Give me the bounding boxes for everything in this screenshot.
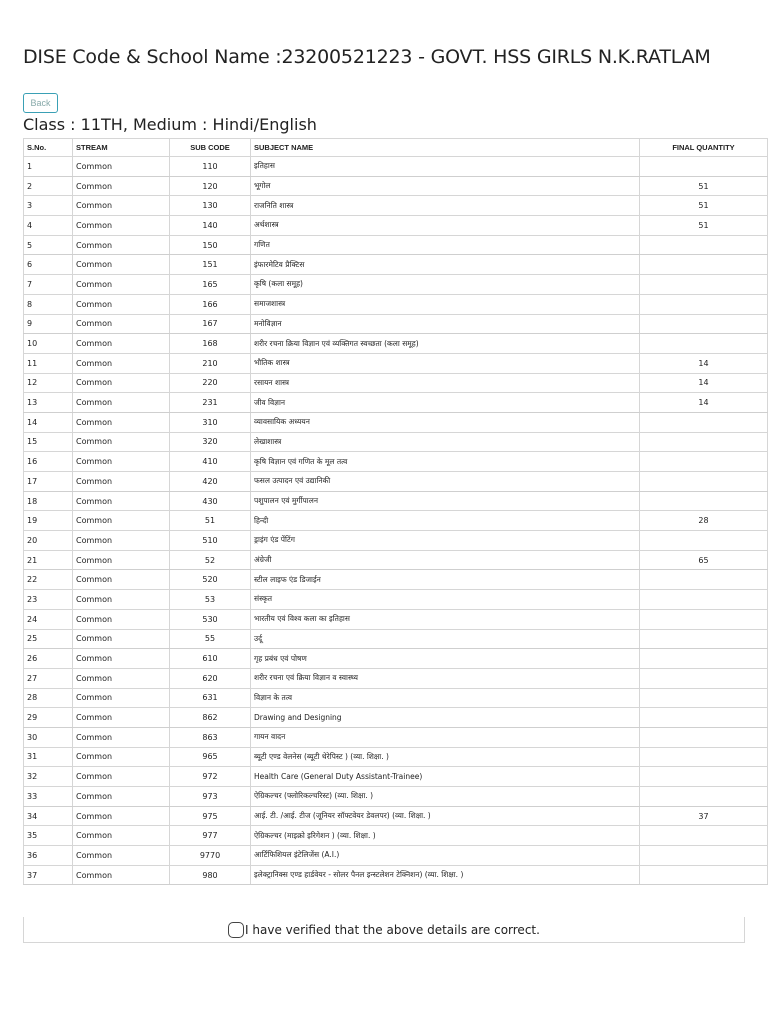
- cell-sno: 31: [24, 747, 73, 767]
- cell-sno: 2: [24, 176, 73, 196]
- cell-sub-code: 166: [170, 294, 251, 314]
- cell-final-quantity: [640, 609, 768, 629]
- table-row: [24, 373, 768, 393]
- table-row: [24, 412, 768, 432]
- cell-sub-code: 150: [170, 235, 251, 255]
- cell-sno: 26: [24, 649, 73, 669]
- cell-subject-name: भूगोल: [251, 176, 640, 196]
- cell-stream: Common: [73, 196, 170, 216]
- cell-stream: Common: [73, 216, 170, 236]
- cell-final-quantity: [640, 688, 768, 708]
- cell-stream: Common: [73, 590, 170, 610]
- cell-sno: 23: [24, 590, 73, 610]
- cell-sub-code: 9770: [170, 846, 251, 866]
- cell-subject-name: अर्थशास्त्र: [251, 216, 640, 236]
- table-row: [24, 255, 768, 275]
- cell-sno: 5: [24, 235, 73, 255]
- cell-sub-code: 51: [170, 511, 251, 531]
- cell-sno: 28: [24, 688, 73, 708]
- cell-final-quantity: [640, 708, 768, 728]
- cell-sub-code: 610: [170, 649, 251, 669]
- cell-sub-code: 165: [170, 275, 251, 295]
- cell-subject-name: विज्ञान के तत्व: [251, 688, 640, 708]
- cell-sno: 17: [24, 472, 73, 492]
- column-header-sno: S.No.: [24, 139, 73, 157]
- cell-sno: 13: [24, 393, 73, 413]
- cell-final-quantity: [640, 649, 768, 669]
- cell-final-quantity: [640, 334, 768, 354]
- cell-subject-name: इतिहास: [251, 157, 640, 177]
- cell-sno: 29: [24, 708, 73, 728]
- cell-stream: Common: [73, 609, 170, 629]
- cell-subject-name: ऐग्रिकल्चर (माइक्रो इरिगेशन ) (व्या. शिक्षा. ): [251, 826, 640, 846]
- cell-sno: 18: [24, 491, 73, 511]
- cell-stream: Common: [73, 412, 170, 432]
- cell-stream: Common: [73, 629, 170, 649]
- cell-subject-name: समाजशास्त्र: [251, 294, 640, 314]
- cell-sno: 19: [24, 511, 73, 531]
- cell-sno: 33: [24, 787, 73, 807]
- table-row: [24, 826, 768, 846]
- cell-final-quantity: [640, 472, 768, 492]
- table-row: [24, 176, 768, 196]
- column-header-sub-code: SUB CODE: [170, 139, 251, 157]
- cell-sno: 14: [24, 412, 73, 432]
- cell-stream: Common: [73, 275, 170, 295]
- cell-subject-name: मनोविज्ञान: [251, 314, 640, 334]
- column-header-final-quantity: FINAL QUANTITY: [640, 139, 768, 157]
- table-row: [24, 216, 768, 236]
- cell-sub-code: 520: [170, 570, 251, 590]
- cell-final-quantity: [640, 590, 768, 610]
- cell-sub-code: 220: [170, 373, 251, 393]
- cell-subject-name: अंग्रेजी: [251, 550, 640, 570]
- cell-sub-code: 310: [170, 412, 251, 432]
- cell-subject-name: स्टील लाइफ एंड डिजाईन: [251, 570, 640, 590]
- cell-sub-code: 53: [170, 590, 251, 610]
- cell-final-quantity: [640, 235, 768, 255]
- cell-sub-code: 975: [170, 806, 251, 826]
- cell-sno: 1: [24, 157, 73, 177]
- cell-sub-code: 863: [170, 727, 251, 747]
- cell-final-quantity: [640, 865, 768, 885]
- cell-subject-name: इंफारमेटिव प्रैक्टिस: [251, 255, 640, 275]
- cell-subject-name: शरीर रचना क्रिया विज्ञान एवं व्यक्तिगत स्वच्छता (कला समूह): [251, 334, 640, 354]
- table-row: [24, 353, 768, 373]
- table-row: [24, 294, 768, 314]
- cell-final-quantity: 65: [640, 550, 768, 570]
- cell-sub-code: 410: [170, 452, 251, 472]
- cell-sub-code: 140: [170, 216, 251, 236]
- cell-subject-name: ऐग्रिकल्चर (फ्लोरिकल्चरिस्ट) (व्या. शिक्षा. ): [251, 787, 640, 807]
- cell-sno: 7: [24, 275, 73, 295]
- table-row: [24, 747, 768, 767]
- cell-sno: 20: [24, 531, 73, 551]
- table-row: [24, 787, 768, 807]
- cell-final-quantity: [640, 255, 768, 275]
- table-row: [24, 865, 768, 885]
- table-row: [24, 472, 768, 492]
- table-row: [24, 550, 768, 570]
- cell-sno: 21: [24, 550, 73, 570]
- cell-subject-name: संस्कृत: [251, 590, 640, 610]
- cell-subject-name: गायन वादन: [251, 727, 640, 747]
- cell-stream: Common: [73, 353, 170, 373]
- cell-subject-name: आई. टी. /आई. टीज (जूनियर सॉफ्टवेयर डेवलपर) (व्या. शिक्षा. ): [251, 806, 640, 826]
- cell-sub-code: 972: [170, 767, 251, 787]
- cell-stream: Common: [73, 157, 170, 177]
- cell-subject-name: ब्यूटी एण्ड वेलनेस (ब्यूटी थेरेपिस्ट ) (व्या. शिक्षा. ): [251, 747, 640, 767]
- verification-row: [23, 917, 745, 943]
- cell-sno: 24: [24, 609, 73, 629]
- cell-sno: 22: [24, 570, 73, 590]
- cell-stream: Common: [73, 688, 170, 708]
- cell-stream: Common: [73, 393, 170, 413]
- cell-stream: Common: [73, 511, 170, 531]
- cell-stream: Common: [73, 255, 170, 275]
- cell-stream: Common: [73, 649, 170, 669]
- cell-sub-code: 320: [170, 432, 251, 452]
- table-row: [24, 511, 768, 531]
- table-row: [24, 334, 768, 354]
- cell-subject-name: इलेक्ट्रानिक्स एण्ड हार्डवेयर - सोलर पैनल इन्स्टलेशन टेक्निशन) (व्या. शिक्षा. ): [251, 865, 640, 885]
- cell-sub-code: 167: [170, 314, 251, 334]
- cell-subject-name: गृह प्रबंध एवं पोषण: [251, 649, 640, 669]
- cell-sub-code: 530: [170, 609, 251, 629]
- cell-sub-code: 631: [170, 688, 251, 708]
- table-body: [24, 157, 768, 885]
- cell-subject-name: ड्राइंग एंड पेंटिंग: [251, 531, 640, 551]
- cell-final-quantity: [640, 727, 768, 747]
- table-row: [24, 157, 768, 177]
- cell-subject-name: हिन्दी: [251, 511, 640, 531]
- cell-subject-name: व्यावसायिक अध्ययन: [251, 412, 640, 432]
- column-header-subject-name: SUBJECT NAME: [251, 139, 640, 157]
- cell-final-quantity: [640, 491, 768, 511]
- table-row: [24, 393, 768, 413]
- cell-stream: Common: [73, 472, 170, 492]
- verify-checkbox[interactable]: [228, 922, 244, 938]
- cell-sno: 37: [24, 865, 73, 885]
- cell-final-quantity: [640, 432, 768, 452]
- cell-final-quantity: [640, 787, 768, 807]
- cell-final-quantity: [640, 767, 768, 787]
- cell-final-quantity: [640, 157, 768, 177]
- cell-stream: Common: [73, 550, 170, 570]
- table-row: [24, 649, 768, 669]
- cell-subject-name: कृषि विज्ञान एवं गणित के मूल तत्व: [251, 452, 640, 472]
- table-row: [24, 590, 768, 610]
- cell-sub-code: 420: [170, 472, 251, 492]
- table-row: [24, 846, 768, 866]
- cell-sno: 25: [24, 629, 73, 649]
- cell-stream: Common: [73, 708, 170, 728]
- cell-final-quantity: [640, 531, 768, 551]
- cell-stream: Common: [73, 314, 170, 334]
- cell-final-quantity: [640, 452, 768, 472]
- cell-subject-name: भारतीय एवं विश्व कला का इतिहास: [251, 609, 640, 629]
- cell-sno: 10: [24, 334, 73, 354]
- cell-subject-name: कृषि (कला समूह): [251, 275, 640, 295]
- cell-subject-name: Health Care (General Duty Assistant-Trainee): [251, 767, 640, 787]
- table-row: [24, 531, 768, 551]
- cell-subject-name: गणित: [251, 235, 640, 255]
- cell-stream: Common: [73, 432, 170, 452]
- cell-sno: 6: [24, 255, 73, 275]
- cell-final-quantity: [640, 668, 768, 688]
- subject-quantity-table: [23, 138, 768, 885]
- cell-stream: Common: [73, 846, 170, 866]
- cell-stream: Common: [73, 747, 170, 767]
- cell-sub-code: 168: [170, 334, 251, 354]
- cell-sno: 34: [24, 806, 73, 826]
- cell-sub-code: 977: [170, 826, 251, 846]
- cell-sub-code: 110: [170, 157, 251, 177]
- table-row: [24, 570, 768, 590]
- table-row: [24, 275, 768, 295]
- cell-stream: Common: [73, 727, 170, 747]
- cell-sub-code: 862: [170, 708, 251, 728]
- cell-subject-name: रसायन शास्त्र: [251, 373, 640, 393]
- cell-stream: Common: [73, 491, 170, 511]
- table-row: [24, 609, 768, 629]
- cell-final-quantity: 51: [640, 216, 768, 236]
- cell-final-quantity: [640, 570, 768, 590]
- cell-subject-name: फसल उत्पादन एवं उद्यानिकी: [251, 472, 640, 492]
- cell-final-quantity: [640, 846, 768, 866]
- cell-sub-code: 231: [170, 393, 251, 413]
- cell-stream: Common: [73, 865, 170, 885]
- cell-sno: 16: [24, 452, 73, 472]
- cell-sno: 12: [24, 373, 73, 393]
- table-row: [24, 491, 768, 511]
- cell-sub-code: 965: [170, 747, 251, 767]
- cell-final-quantity: 51: [640, 176, 768, 196]
- cell-stream: Common: [73, 826, 170, 846]
- cell-final-quantity: [640, 412, 768, 432]
- table-row: [24, 668, 768, 688]
- cell-stream: Common: [73, 787, 170, 807]
- cell-final-quantity: 28: [640, 511, 768, 531]
- column-header-stream: STREAM: [73, 139, 170, 157]
- cell-sub-code: 510: [170, 531, 251, 551]
- cell-sno: 8: [24, 294, 73, 314]
- verify-label: I have verified that the above details are correct.: [245, 922, 540, 937]
- cell-sno: 4: [24, 216, 73, 236]
- cell-sub-code: 55: [170, 629, 251, 649]
- class-medium-heading: Class : 11TH, Medium : Hindi/English: [23, 115, 317, 134]
- table-row: [24, 314, 768, 334]
- table-row: [24, 727, 768, 747]
- cell-final-quantity: [640, 747, 768, 767]
- cell-stream: Common: [73, 176, 170, 196]
- cell-sub-code: 620: [170, 668, 251, 688]
- cell-sno: 35: [24, 826, 73, 846]
- cell-sno: 27: [24, 668, 73, 688]
- cell-sub-code: 973: [170, 787, 251, 807]
- cell-sub-code: 52: [170, 550, 251, 570]
- cell-sno: 11: [24, 353, 73, 373]
- cell-sub-code: 210: [170, 353, 251, 373]
- cell-final-quantity: 14: [640, 353, 768, 373]
- cell-final-quantity: 14: [640, 373, 768, 393]
- cell-final-quantity: [640, 275, 768, 295]
- cell-subject-name: पशुपालन एवं मुर्गीपालन: [251, 491, 640, 511]
- table-header-row: [24, 139, 768, 157]
- cell-stream: Common: [73, 806, 170, 826]
- cell-subject-name: उर्दू: [251, 629, 640, 649]
- table-row: [24, 708, 768, 728]
- cell-subject-name: शरीर रचना एवं क्रिया विज्ञान व स्वास्थ्य: [251, 668, 640, 688]
- cell-sub-code: 130: [170, 196, 251, 216]
- cell-final-quantity: 14: [640, 393, 768, 413]
- cell-stream: Common: [73, 452, 170, 472]
- cell-sub-code: 151: [170, 255, 251, 275]
- cell-sno: 9: [24, 314, 73, 334]
- cell-final-quantity: [640, 314, 768, 334]
- cell-sno: 30: [24, 727, 73, 747]
- cell-stream: Common: [73, 334, 170, 354]
- table-row: [24, 196, 768, 216]
- cell-stream: Common: [73, 531, 170, 551]
- table-row: [24, 806, 768, 826]
- page-title: DISE Code & School Name :23200521223 - GOVT. HSS GIRLS N.K.RATLAM: [23, 46, 711, 68]
- cell-stream: Common: [73, 373, 170, 393]
- table-row: [24, 767, 768, 787]
- table-row: [24, 688, 768, 708]
- cell-subject-name: लेखाशास्त्र: [251, 432, 640, 452]
- cell-final-quantity: 37: [640, 806, 768, 826]
- cell-stream: Common: [73, 570, 170, 590]
- cell-sub-code: 430: [170, 491, 251, 511]
- cell-final-quantity: [640, 826, 768, 846]
- cell-final-quantity: [640, 629, 768, 649]
- table-row: [24, 235, 768, 255]
- cell-stream: Common: [73, 767, 170, 787]
- cell-sub-code: 120: [170, 176, 251, 196]
- cell-subject-name: जीव विज्ञान: [251, 393, 640, 413]
- cell-final-quantity: [640, 294, 768, 314]
- cell-stream: Common: [73, 668, 170, 688]
- cell-subject-name: राजनिति शास्त्र: [251, 196, 640, 216]
- cell-sno: 15: [24, 432, 73, 452]
- cell-stream: Common: [73, 235, 170, 255]
- cell-stream: Common: [73, 294, 170, 314]
- cell-subject-name: भौतिक शास्त्र: [251, 353, 640, 373]
- table-row: [24, 452, 768, 472]
- table-row: [24, 432, 768, 452]
- cell-sno: 32: [24, 767, 73, 787]
- cell-sno: 3: [24, 196, 73, 216]
- cell-sub-code: 980: [170, 865, 251, 885]
- cell-subject-name: Drawing and Designing: [251, 708, 640, 728]
- table-row: [24, 629, 768, 649]
- back-button[interactable]: Back: [23, 93, 58, 113]
- cell-final-quantity: 51: [640, 196, 768, 216]
- cell-subject-name: आर्टिफिशियल इंटेलिजेंस (A.I.): [251, 846, 640, 866]
- cell-sno: 36: [24, 846, 73, 866]
